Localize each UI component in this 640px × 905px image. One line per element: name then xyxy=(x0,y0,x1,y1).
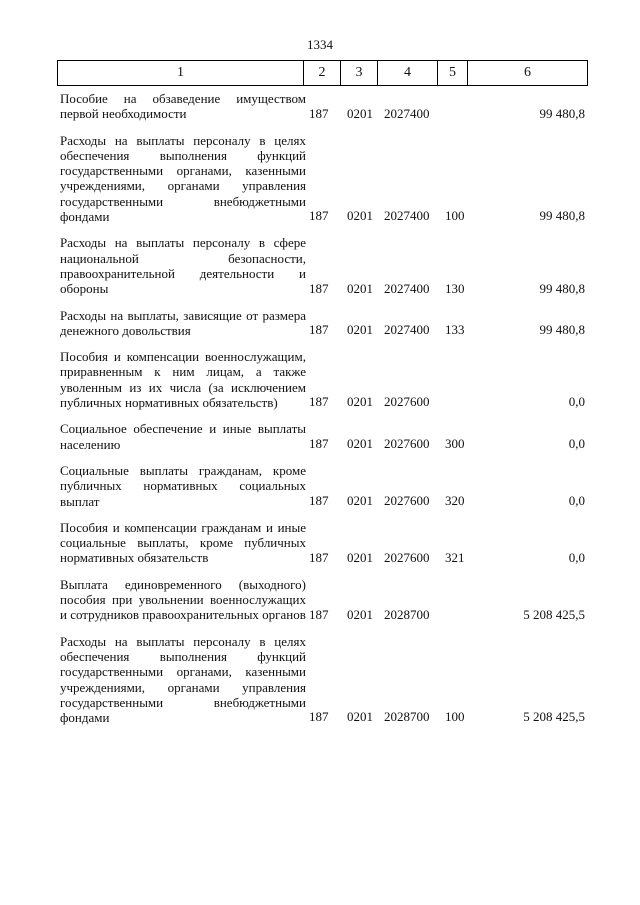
chapter-code: 187 xyxy=(309,208,329,224)
chapter-code: 187 xyxy=(309,492,329,508)
chapter-code: 187 xyxy=(309,435,329,451)
table-row xyxy=(57,349,588,410)
row-description: Выплата единовременного (выходного) пособия при увольнении военнослужащих и сотрудников правоохранительных органов xyxy=(60,576,306,623)
row-values xyxy=(57,493,588,509)
row-values xyxy=(57,106,588,122)
expense-type-code: 130 xyxy=(445,280,465,296)
section-code: 0201 xyxy=(347,606,373,622)
section-code: 0201 xyxy=(347,709,373,725)
amount: 99 480,8 xyxy=(539,322,585,338)
amount: 99 480,8 xyxy=(539,105,585,121)
row-description: Расходы на выплаты персоналу в целях обеспечения выполнения функций государственными органами, казенными учреждениями, органами управления государственными внебюджетными фондами xyxy=(60,132,306,225)
row-description: Социальные выплаты гражданам, кроме публичных нормативных социальных выплат xyxy=(60,462,306,509)
section-code: 0201 xyxy=(347,394,373,410)
amount: 5 208 425,5 xyxy=(523,606,585,622)
table-row xyxy=(57,235,588,296)
table-row xyxy=(57,577,588,623)
row-values xyxy=(57,322,588,338)
chapter-code: 187 xyxy=(309,709,329,725)
row-values xyxy=(57,607,588,623)
row-description: Расходы на выплаты персоналу в сфере национальной безопасности, правоохранительной деятельности и обороны xyxy=(60,235,306,297)
article-code: 2027600 xyxy=(384,549,430,565)
chapter-code: 187 xyxy=(309,606,329,622)
amount: 5 208 425,5 xyxy=(523,709,585,725)
amount: 99 480,8 xyxy=(539,208,585,224)
table-row xyxy=(57,308,588,339)
table-header xyxy=(57,60,588,86)
row-description: Расходы на выплаты персоналу в целях обеспечения выполнения функций государственными органами, казенными учреждениями, органами управления государственными внебюджетными фондами xyxy=(60,633,306,726)
header-col-3: 3 xyxy=(340,61,377,85)
row-description: Расходы на выплаты, зависящие от размера денежного довольствия xyxy=(60,307,306,338)
row-description: Пособия и компенсации гражданам и иные социальные выплаты, кроме публичных нормативных обязательств xyxy=(60,519,306,566)
article-code: 2027600 xyxy=(384,394,430,410)
table-row xyxy=(57,421,588,452)
row-description: Пособия и компенсации военнослужащим, приравненным к ним лицам, а также уволенным из их числа (за исключением публичных нормативных обязательств) xyxy=(60,349,306,411)
article-code: 2027400 xyxy=(384,105,430,121)
row-values xyxy=(57,208,588,224)
row-values xyxy=(57,550,588,566)
row-description: Пособие на обзаведение имуществом первой необходимости xyxy=(60,91,306,122)
amount: 0,0 xyxy=(568,492,585,508)
article-code: 2027600 xyxy=(384,492,430,508)
chapter-code: 187 xyxy=(309,549,329,565)
article-code: 2027400 xyxy=(384,322,430,338)
table-body xyxy=(57,91,588,736)
expense-type-code: 321 xyxy=(445,549,465,565)
section-code: 0201 xyxy=(347,492,373,508)
expense-type-code: 100 xyxy=(445,709,465,725)
article-code: 2028700 xyxy=(384,606,430,622)
article-code: 2027400 xyxy=(384,208,430,224)
chapter-code: 187 xyxy=(309,322,329,338)
table-row xyxy=(57,634,588,726)
article-code: 2028700 xyxy=(384,709,430,725)
row-values xyxy=(57,281,588,297)
expense-type-code: 133 xyxy=(445,322,465,338)
chapter-code: 187 xyxy=(309,105,329,121)
expense-type-code: 300 xyxy=(445,435,465,451)
chapter-code: 187 xyxy=(309,280,329,296)
page-number: 1334 xyxy=(307,37,333,52)
article-code: 2027400 xyxy=(384,280,430,296)
row-values xyxy=(57,436,588,452)
amount: 0,0 xyxy=(568,435,585,451)
table-row xyxy=(57,133,588,225)
amount: 0,0 xyxy=(568,394,585,410)
expense-type-code: 100 xyxy=(445,208,465,224)
row-values xyxy=(57,709,588,725)
header-col-4: 4 xyxy=(377,61,437,85)
expense-type-code: 320 xyxy=(445,492,465,508)
section-code: 0201 xyxy=(347,549,373,565)
section-code: 0201 xyxy=(347,105,373,121)
section-code: 0201 xyxy=(347,322,373,338)
table-row xyxy=(57,463,588,509)
header-col-6: 6 xyxy=(467,61,587,85)
header-col-5: 5 xyxy=(437,61,467,85)
amount: 99 480,8 xyxy=(539,280,585,296)
section-code: 0201 xyxy=(347,208,373,224)
header-col-1: 1 xyxy=(177,65,184,80)
row-description: Социальное обеспечение и иные выплаты населению xyxy=(60,421,306,452)
table-row xyxy=(57,520,588,566)
header-col-2: 2 xyxy=(303,61,340,85)
section-code: 0201 xyxy=(347,435,373,451)
amount: 0,0 xyxy=(568,549,585,565)
section-code: 0201 xyxy=(347,280,373,296)
table-row xyxy=(57,91,588,122)
chapter-code: 187 xyxy=(309,394,329,410)
article-code: 2027600 xyxy=(384,435,430,451)
row-values xyxy=(57,394,588,410)
